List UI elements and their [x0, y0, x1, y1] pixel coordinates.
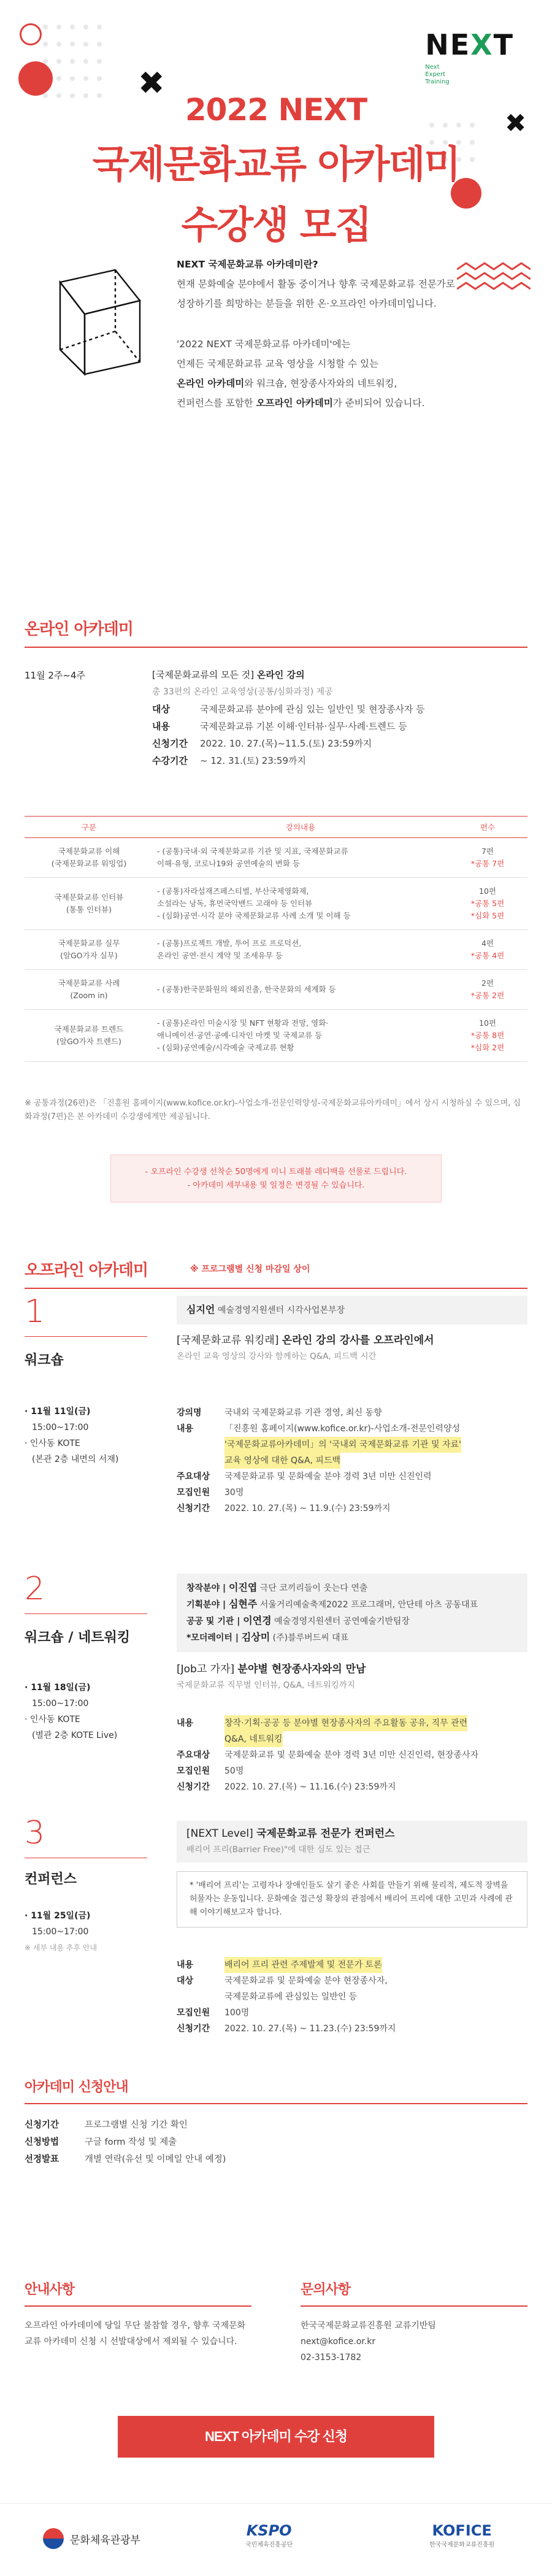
apply-button[interactable]: NEXT 아카데미 수강 신청: [118, 2416, 434, 2458]
info-key: 수강기간: [152, 755, 188, 766]
next-logo: NEXT Next Expert Training: [425, 28, 514, 85]
kspo-logo: KSPO 국민체육진흥공단: [245, 2522, 293, 2548]
info-row: [177, 1989, 527, 2005]
program-1: [국제문화교류 워킹래] 온라인 강의 강사를 오프라인에서 온라인 교육 영상의 강사와 함께하는 Q&A, 피드백 시간: [177, 1334, 434, 1361]
info-value: 「진흥원 홈페이지(www.kofice.or.kr)-사업소개-전문인력양성: [224, 1424, 461, 1434]
info-row: [177, 1405, 527, 1421]
online-section-heading: 온라인 아카데미: [25, 617, 527, 648]
count-cell: 7편 *공통 7편: [448, 838, 527, 878]
info-value: 30명: [224, 1488, 244, 1498]
session-number-2: 2: [25, 1571, 45, 1607]
contact-block: 문의사항 한국국제문화교류진흥원 교류기반팀 next@kofice.or.kr 02-3153-1782: [301, 2282, 527, 2366]
info-row: [25, 2134, 527, 2151]
info-key: 신청기간: [177, 2024, 210, 2034]
info-row: [152, 735, 503, 752]
online-footnote: ※ 공통과정(26편)은 「진흥원 홈페이지(www.kofice.or.kr)-사업소개-전문인력양성-국제문화교류아카데미」에서 상시 시청하실 수 있으며, 심화과정(7편)은 본 아카데미 수강생에게만 제공됩니다.: [25, 1099, 521, 1121]
info-row: [177, 1437, 527, 1453]
schedule-1: · 11월 11일(금) 15:00~17:00 · 인사동 KOTE (본관 2층 내면의 서재): [25, 1407, 119, 1464]
info-value: ~ 12. 31.(토) 23:59까지: [200, 755, 306, 766]
info-key: 대상: [152, 704, 170, 715]
info-row: [177, 1421, 527, 1437]
program-3: [NEXT Level] 국제문화교류 전문가 컨퍼런스 배리어 프리(Barrier Free)"에 대한 심도 있는 접근: [177, 1821, 527, 1863]
divider: [25, 1613, 147, 1614]
info-row: [152, 752, 503, 769]
apply-info: [25, 2117, 527, 2168]
info-value: 국제문화교류 기본 이해·인터뷰·실무·사례·트렌드 등: [200, 721, 407, 732]
info-value: 2022. 10. 27.(목) ~ 11.16.(수) 23:59까지: [224, 1782, 396, 1792]
info-value: 국제문화교류 및 문화예술 분야 경력 3년 미만 신진인력, 현장종사자: [224, 1750, 479, 1760]
session-title-3: 컨퍼런스: [25, 1872, 77, 1887]
info-row: [177, 1957, 527, 1973]
info-row: [177, 2005, 527, 2021]
info-key: [177, 1989, 224, 2005]
info-row: [177, 1763, 527, 1779]
speaker-row: 창작분야 | 이진엽 극단 코끼리들이 웃는다 연출: [186, 1582, 368, 1593]
details-1: [177, 1405, 527, 1517]
info-row: [177, 1469, 527, 1485]
info-row: [177, 1973, 527, 1989]
table-row: [25, 838, 527, 878]
info-value: 개별 연락(유선 및 이메일 안내 예정): [85, 2155, 226, 2164]
info-value: 창작·기획·공공 등 분야별 현장종사자의 주요활동 공유, 직무 관련: [224, 1715, 467, 1731]
info-value: 2022. 10. 27.(목) ~ 11.23.(수) 23:59까지: [224, 2024, 396, 2034]
divider: [25, 1336, 147, 1337]
count-cell: 2편 *공통 2편: [448, 970, 527, 1010]
info-value: '국제문화교류아카데미」의 '국내외 국제문화교류 기관 및 자료': [224, 1437, 461, 1453]
info-key: [177, 1453, 224, 1469]
info-key: 내용: [177, 1718, 194, 1728]
info-key: 주요대상: [177, 1472, 210, 1482]
table-row: [25, 878, 527, 930]
info-value: 국제문화교류 및 문화예술 분야 현장종사자,: [224, 1976, 388, 1986]
info-row: [177, 1747, 527, 1763]
category-cell: 국제문화교류 인터뷰 (통통 인터뷰): [25, 878, 153, 930]
contact-phone: 02-3153-1782: [301, 2353, 362, 2363]
online-period: 11월 2주~4주: [25, 670, 85, 681]
red-circle-decoration: [18, 61, 53, 96]
mcst-logo: 문화체육관광부: [43, 2528, 140, 2549]
info-key: 내용: [152, 721, 170, 732]
table-row: [25, 930, 527, 970]
ring-decoration: [20, 23, 42, 45]
info-value: 교육 영상에 대한 Q&A, 피드백: [224, 1453, 340, 1469]
barrier-free-note: * '배리어 프리'는 고령자나 장애인들도 살기 좋은 사회를 만들기 위해 물리적, 제도적 장벽을 허물자는 운동입니다. 문화예술 접근성 확장의 관점에서 배리어 프리에 대한 고민과 사례에 관해 이야기해보고자 합니다.: [177, 1871, 527, 1928]
info-value: 2022. 10. 27.(목) ~ 11.9.(수) 23:59까지: [224, 1504, 391, 1513]
curriculum-table: [25, 816, 527, 1062]
x-shape-icon: ✖: [138, 65, 165, 102]
details-3: [177, 1957, 527, 2037]
cube-illustration: [48, 258, 152, 380]
details-2: [177, 1715, 527, 1795]
info-value: 국제문화교류 분야에 관심 있는 일반인 및 현장종사자 등: [200, 704, 425, 715]
info-value: Q&A, 네트워킹: [224, 1731, 283, 1747]
info-value: 50명: [224, 1766, 244, 1776]
hero: [0, 0, 552, 669]
col-header: 구분: [25, 817, 153, 838]
guide-block: 안내사항 오프라인 아카데미에 당일 무단 불참할 경우, 향후 국제문화교류 아카데미 신청 시 선발대상에서 제외될 수 있습니다.: [25, 2282, 251, 2350]
info-value: 2022. 10. 27.(목)~11.5.(토) 23:59까지: [200, 738, 372, 749]
online-info: [국제문화교류의 모든 것] 온라인 강의 총 33편의 온라인 교육영상(공통/심화과정) 제공 대상 국제문화교류 분야에 관심 있는 일반인 및 현장종사자 등 내용 국제문화교류 기본 이해·인터뷰·실무·사례·트렌드 등 신청기간 2022. 10. 27.(목)~11.5.(토) 23:59까지 수강기간 ~ 12. 31.(토) 23:59까지: [152, 666, 503, 769]
program-2: [Job고 가자] 분야별 현장종사자와의 만남 국제문화교류 직무별 인터뷰, Q&A, 네트워킹까지: [177, 1663, 366, 1690]
info-key: 강의명: [177, 1408, 202, 1418]
category-cell: 국제문화교류 이해 (국제문화교류 워밍업): [25, 838, 153, 878]
info-key: 모집인원: [177, 2008, 210, 2018]
info-row: [177, 1501, 527, 1517]
schedule-2: · 11월 18일(금) 15:00~17:00 · 인사동 KOTE (별관 2층 KOTE Live): [25, 1683, 118, 1740]
info-key: 신청방법: [25, 2137, 59, 2147]
info-row: [177, 2021, 527, 2037]
x-shape-icon-right: ✖: [505, 108, 527, 138]
apply-section-heading: 아카데미 신청안내: [25, 2077, 527, 2104]
count-cell: 10편 *공통 5편 *심화 5편: [448, 878, 527, 930]
info-row: [177, 1715, 527, 1731]
contact-email[interactable]: next@kofice.or.kr: [301, 2337, 376, 2347]
info-row: [152, 718, 503, 735]
info-key: 모집인원: [177, 1488, 210, 1498]
count-cell: 4편 *공통 4편: [448, 930, 527, 970]
session-number-1: 1: [25, 1293, 45, 1330]
info-key: 신청기간: [177, 1504, 210, 1513]
session-title-1: 워크숍: [25, 1353, 64, 1368]
content-cell: - (공통)국내·외 국제문화교류 기관 및 지표, 국제문화교류 이해·유형, 코로나19와 공연예술의 변화 등: [153, 838, 448, 878]
speaker-row: 공공 및 기관 | 이연경 예술경영지원센터 공연예술기반팀장: [186, 1615, 410, 1626]
count-cell: 10편 *공통 8편 *심화 2편: [448, 1010, 527, 1062]
table-row: [25, 970, 527, 1010]
info-row: [177, 1731, 527, 1747]
info-row: [177, 1485, 527, 1501]
info-key: 선정발표: [25, 2155, 59, 2164]
info-row: [25, 2117, 527, 2134]
session-number-3: 3: [25, 1815, 45, 1851]
col-header: 강의내용: [153, 817, 448, 838]
info-value: 국제문화교류에 관심있는 일반인 등: [224, 1992, 358, 2002]
info-value: 구글 form 작성 및 제출: [85, 2137, 177, 2147]
taegeuk-icon: [43, 2528, 64, 2549]
intro-text: NEXT 국제문화교류 아카데미란? 현재 문화예술 분야에서 활동 중이거나 향후 국제문화교류 전문가로 성장하기를 희망하는 분들을 위한 온·오프라인 아카데미입니다. '2022 NEXT 국제문화교류 아카데미'에는 언제든 국제문화교류 교육 영상을 시청할 수 있는 온라인 아카데미와 워크숍, 현장종사자와의 네트워킹, 컨퍼런스를 포함한 오프라인 아카데미가 준비되어 있습니다.: [177, 259, 455, 409]
content-cell: - (공통)한국문화원의 해외진출, 한국문화의 세계화 등: [153, 970, 448, 1010]
info-value: 100명: [224, 2008, 250, 2018]
speaker-row: 기획분야 | 심현주 서울거리예술축제2022 프로그래머, 안단테 아츠 공동대표: [186, 1598, 478, 1610]
content-cell: - (공통)자라섬재즈페스티벌, 부산국제영화제, 소설라는 낭독, 휴먼국악밴드 고래야 등 인터뷰 - (심화)공연·시각 분야 국제문화교류 사례 소개 및 이해 등: [153, 878, 448, 930]
session-title-2: 워크숍 / 네트워킹: [25, 1630, 131, 1645]
hero-title: 2022 NEXT 국제문화교류 아카데미 수강생 모집: [92, 92, 460, 247]
kofice-logo: KOFICE 한국국제문화교류진흥원: [429, 2522, 495, 2548]
info-key: 신청기간: [152, 738, 188, 749]
info-row: [25, 2151, 527, 2168]
info-value: 프로그램별 신청 기간 확인: [85, 2120, 188, 2130]
footer: [0, 2503, 552, 2576]
category-cell: 국제문화교류 실무 (알GO가자 실무): [25, 930, 153, 970]
schedule-3: · 11월 25일(금) 15:00~17:00 ※ 세부 내용 추후 안내: [25, 1911, 98, 1952]
content-cell: - (공통)프로젝트 개발, 투어 프로 프로덕션, 온라인 공연·전시 계약 및 조세유무 등: [153, 930, 448, 970]
info-key: [177, 1731, 224, 1747]
info-key: 신청기간: [25, 2120, 59, 2130]
info-row: [177, 1779, 527, 1795]
info-key: 내용: [177, 1424, 194, 1434]
info-key: 신청기간: [177, 1782, 210, 1792]
info-value: 국내외 국제문화교류 기관 경영, 최신 동향: [224, 1408, 382, 1418]
table-row: [25, 1010, 527, 1062]
info-value: 국제문화교류 및 문화예술 분야 경력 3년 미만 신진인력: [224, 1472, 432, 1482]
info-value: 배리어 프리 관련 주제발제 및 전문가 토론: [224, 1957, 382, 1973]
info-key: 모집인원: [177, 1766, 210, 1776]
col-header: 편수: [448, 817, 527, 838]
speaker-row: *모더레이터 | 김상미 (주)블루버드씨 대표: [186, 1631, 349, 1643]
info-row: [177, 1453, 527, 1469]
speaker-box-1: 심지언 예술경영지원센터 시각사업본부장: [177, 1296, 527, 1325]
offline-section-heading: 오프라인 아카데미 ※ 프로그램별 신청 마감일 상이: [25, 1258, 527, 1289]
notice-box: - 오프라인 수강생 선착순 50명에게 미니 트래블 레디백을 선물로 드립니다. - 아카데미 세부내용 및 일정은 변경될 수 있습니다.: [110, 1155, 442, 1202]
category-cell: 국제문화교류 트렌드 (알GO가자 트렌드): [25, 1010, 153, 1062]
info-key: 대상: [177, 1976, 194, 1986]
category-cell: 국제문화교류 사례 (Zoom in): [25, 970, 153, 1010]
info-row: [152, 701, 503, 718]
speaker-box-2: [177, 1574, 527, 1652]
info-key: [177, 1437, 224, 1453]
info-key: 내용: [177, 1960, 194, 1970]
info-key: 주요대상: [177, 1750, 210, 1760]
content-cell: - (공통)온라인 미술시장 및 NFT 현황과 전망, 영화· 애니메이션·공연·공예·디자인 마켓 및 국제교류 등 - (심화)공연예술/시각예술 국제교류 현황: [153, 1010, 448, 1062]
